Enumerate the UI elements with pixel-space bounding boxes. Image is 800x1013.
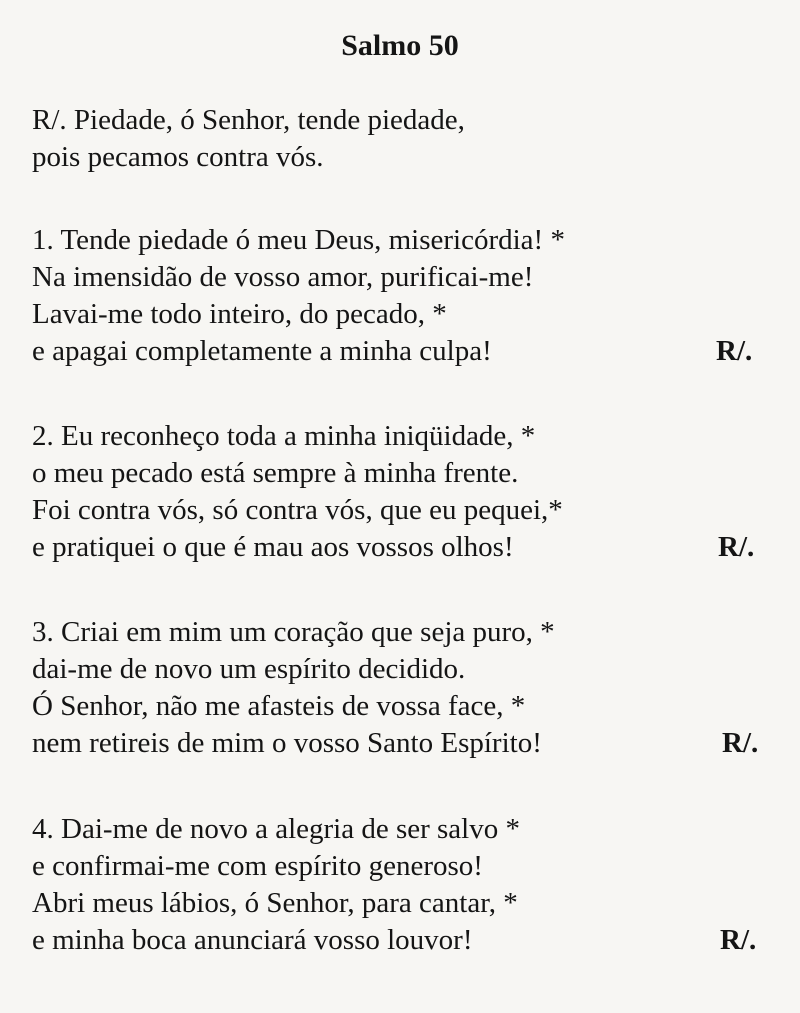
verse-line: e pratiquei o que é mau aos vossos olhos! xyxy=(32,531,514,563)
verse-line: nem retireis de mim o vosso Santo Espírito! xyxy=(32,727,542,759)
response-marker: R/. xyxy=(722,727,759,759)
response-marker: R/. xyxy=(720,924,757,956)
verse-line: 1. Tende piedade ó meu Deus, misericórdia! * xyxy=(32,224,565,256)
response-marker: R/. xyxy=(716,335,753,367)
refrain xyxy=(32,102,465,176)
verse-line: Ó Senhor, não me afasteis de vossa face, * xyxy=(32,690,526,722)
stanza-3 xyxy=(32,614,772,762)
verse-line: Foi contra vós, só contra vós, que eu pequei,* xyxy=(32,494,563,526)
stanza-4 xyxy=(32,811,772,959)
verse-line: dai-me de novo um espírito decidido. xyxy=(32,653,466,685)
verse-line: 4. Dai-me de novo a alegria de ser salvo * xyxy=(32,813,520,845)
response-marker: R/. xyxy=(718,531,755,563)
refrain-line: pois pecamos contra vós. xyxy=(32,141,324,173)
stanza-1 xyxy=(32,222,772,370)
verse-line: Abri meus lábios, ó Senhor, para cantar, * xyxy=(32,887,518,919)
verse-line: 3. Criai em mim um coração que seja puro, * xyxy=(32,616,555,648)
verse-line: e apagai completamente a minha culpa! xyxy=(32,335,492,367)
refrain-line: R/. Piedade, ó Senhor, tende piedade, xyxy=(32,104,465,136)
stanza-2 xyxy=(32,418,772,566)
page-title: Salmo 50 xyxy=(341,29,459,62)
verse-line: Lavai-me todo inteiro, do pecado, * xyxy=(32,298,447,330)
verse-line: e minha boca anunciará vosso louvor! xyxy=(32,924,473,956)
verse-line: e confirmai-me com espírito generoso! xyxy=(32,850,483,882)
verse-line: 2. Eu reconheço toda a minha iniqüidade, * xyxy=(32,420,536,452)
verse-line: Na imensidão de vosso amor, purificai-me! xyxy=(32,261,534,293)
verse-line: o meu pecado está sempre à minha frente. xyxy=(32,457,519,489)
